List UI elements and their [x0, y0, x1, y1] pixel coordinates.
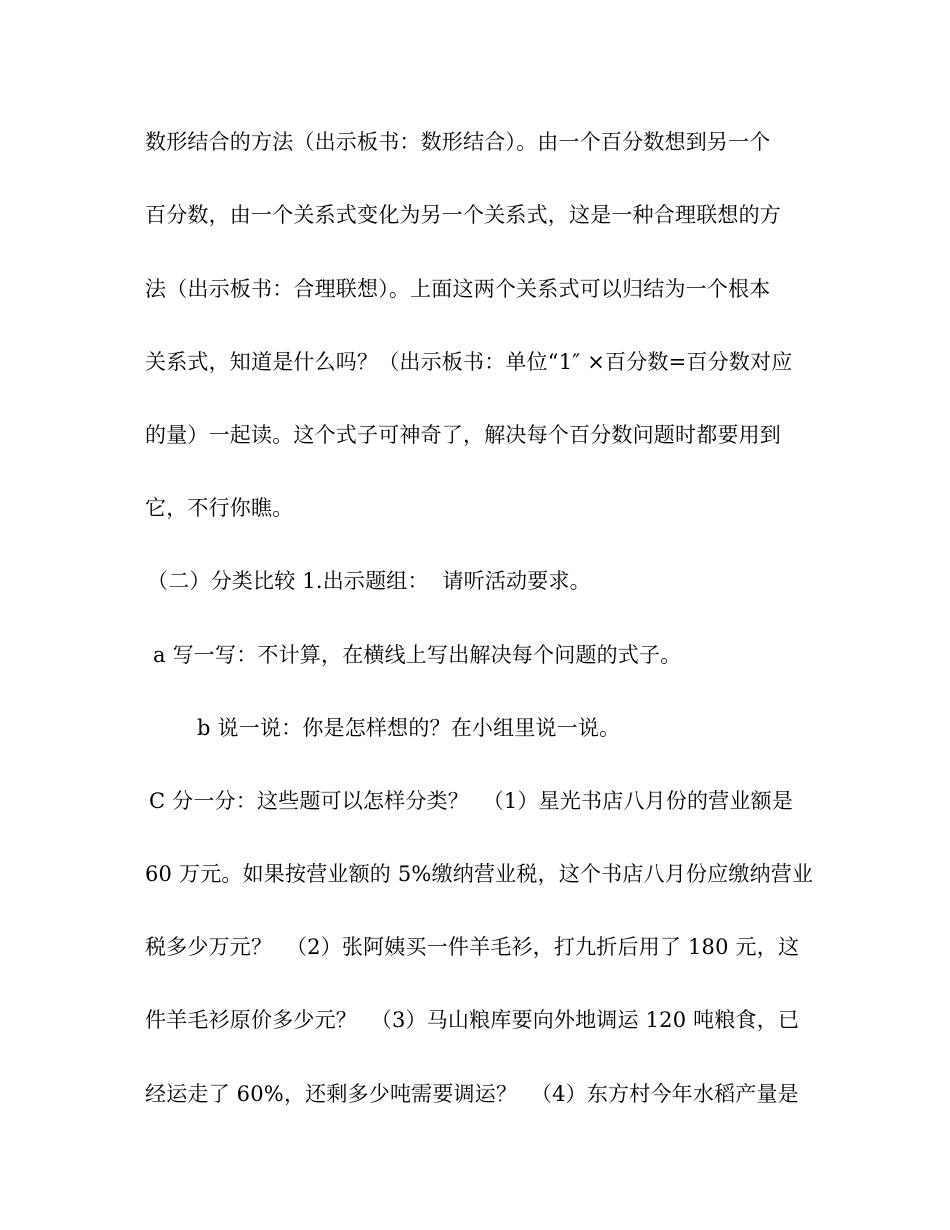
- section-heading: （二）分类比较 1.出示题组： 请听活动要求。: [147, 569, 591, 593]
- text-line: 税多少万元？ （2）张阿姨买一件羊毛衫，打九折后用了 180 元，这: [145, 935, 800, 959]
- activity-step-b: b 说一说：你是怎样想的？在小组里说一说。: [197, 716, 621, 740]
- text-line: 关系式，知道是什么吗？（出示板书：单位“1″ ×百分数=百分数对应: [145, 350, 793, 374]
- activity-step-c: C 分一分：这些题可以怎样分类？ （1）星光书店八月份的营业额是: [149, 789, 794, 813]
- text-line: 件羊毛衫原价多少元？ （3）马山粮库要向外地调运 120 吨粮食，已: [145, 1008, 800, 1032]
- activity-step-a: a 写一写：不计算，在横线上写出解决每个问题的式子。: [153, 643, 682, 667]
- text-line: 60 万元。如果按营业额的 5%缴纳营业税，这个书店八月份应缴纳营业: [145, 862, 814, 886]
- text-line: 它，不行你瞧。: [145, 496, 294, 520]
- text-line: 法（出示板书：合理联想）。上面这两个关系式可以归结为一个根本: [145, 277, 771, 301]
- text-line: 百分数，由一个关系式变化为另一个关系式，这是一种合理联想的方: [145, 203, 781, 227]
- text-line: 的量）一起读。这个式子可神奇了，解决每个百分数问题时都要用到: [145, 423, 781, 447]
- text-line: 经运走了 60%，还剩多少吨需要调运？ （4）东方村今年水稻产量是: [145, 1082, 799, 1106]
- text-line: 数形结合的方法（出示板书：数形结合）。由一个百分数想到另一个: [145, 130, 771, 154]
